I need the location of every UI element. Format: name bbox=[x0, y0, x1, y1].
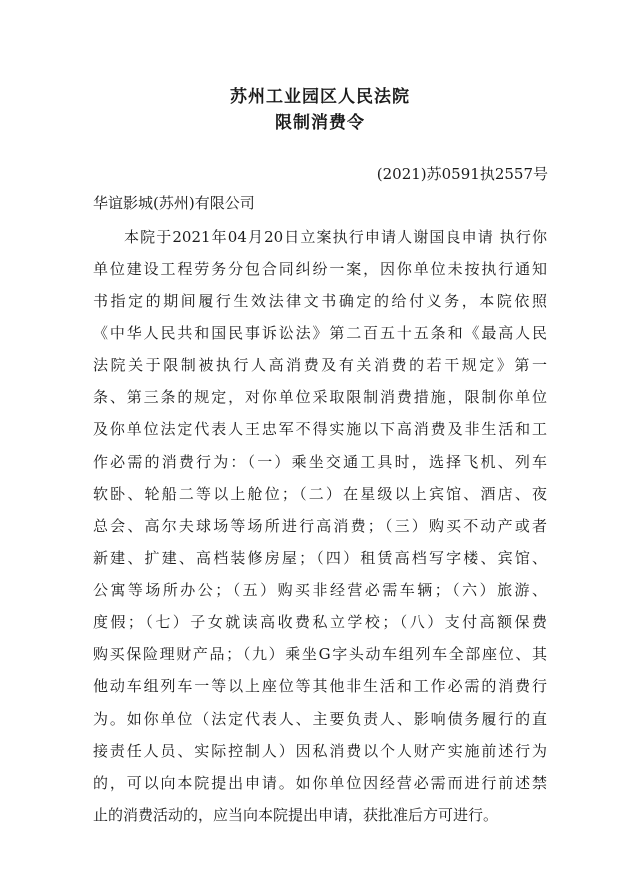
body-line: 度假；（七）子女就读高收费私立学校；（八）支付高额保费 bbox=[93, 613, 547, 631]
addressee: 华谊影城(苏州)有限公司 bbox=[93, 194, 255, 212]
body-line: 为。如你单位（法定代表人、主要负责人、影响债务履行的直 bbox=[93, 710, 547, 728]
body-line: 条、第三条的规定，对你单位采取限制消费措施，限制你单位 bbox=[93, 388, 547, 406]
case-number: (2021)苏0591执2557号 bbox=[376, 165, 548, 183]
body-line: 软卧、轮船二等以上舱位；（二）在星级以上宾馆、酒店、夜 bbox=[93, 485, 547, 503]
body-line: 新建、扩建、高档装修房屋；（四）租赁高档写字楼、宾馆、 bbox=[93, 549, 547, 567]
body-line: 《中华人民共和国民事诉讼法》第二百五十五条和《最高人民 bbox=[93, 324, 547, 342]
body-line: 书指定的期间履行生效法律文书确定的给付义务，本院依照 bbox=[93, 292, 547, 310]
body-line: 法院关于限制被执行人高消费及有关消费的若干规定》第一 bbox=[93, 356, 547, 374]
body-line: 及你单位法定代表人王忠军不得实施以下高消费及非生活和工 bbox=[93, 420, 547, 438]
body-line: 总会、高尔夫球场等场所进行高消费；（三）购买不动产或者 bbox=[93, 517, 547, 535]
body-line: 他动车组列车一等以上座位等其他非生活和工作必需的消费行 bbox=[93, 677, 547, 695]
document-title: 限制消费令 bbox=[275, 113, 365, 133]
body-line: 作必需的消费行为：（一）乘坐交通工具时，选择飞机、列车 bbox=[93, 453, 547, 471]
body-line: 公寓等场所办公；（五）购买非经营必需车辆；（六）旅游、 bbox=[93, 581, 547, 599]
body-line: 止的消费活动的，应当向本院提出申请，获批准后方可进行。 bbox=[93, 806, 499, 824]
court-name: 苏州工业园区人民法院 bbox=[230, 87, 410, 107]
body-line: 本院于2021年04月20日立案执行申请人谢国良申请 执行你 bbox=[124, 228, 547, 246]
body-line: 单位建设工程劳务分包合同纠纷一案，因你单位未按执行通知 bbox=[93, 260, 547, 278]
body-line: 购买保险理财产品；（九）乘坐G字头动车组列车全部座位、其 bbox=[93, 645, 547, 663]
body-line: 的，可以向本院提出申请。如你单位因经营必需而进行前述禁 bbox=[93, 774, 547, 792]
body-line: 接责任人员、实际控制人）因私消费以个人财产实施前述行为 bbox=[93, 742, 547, 760]
